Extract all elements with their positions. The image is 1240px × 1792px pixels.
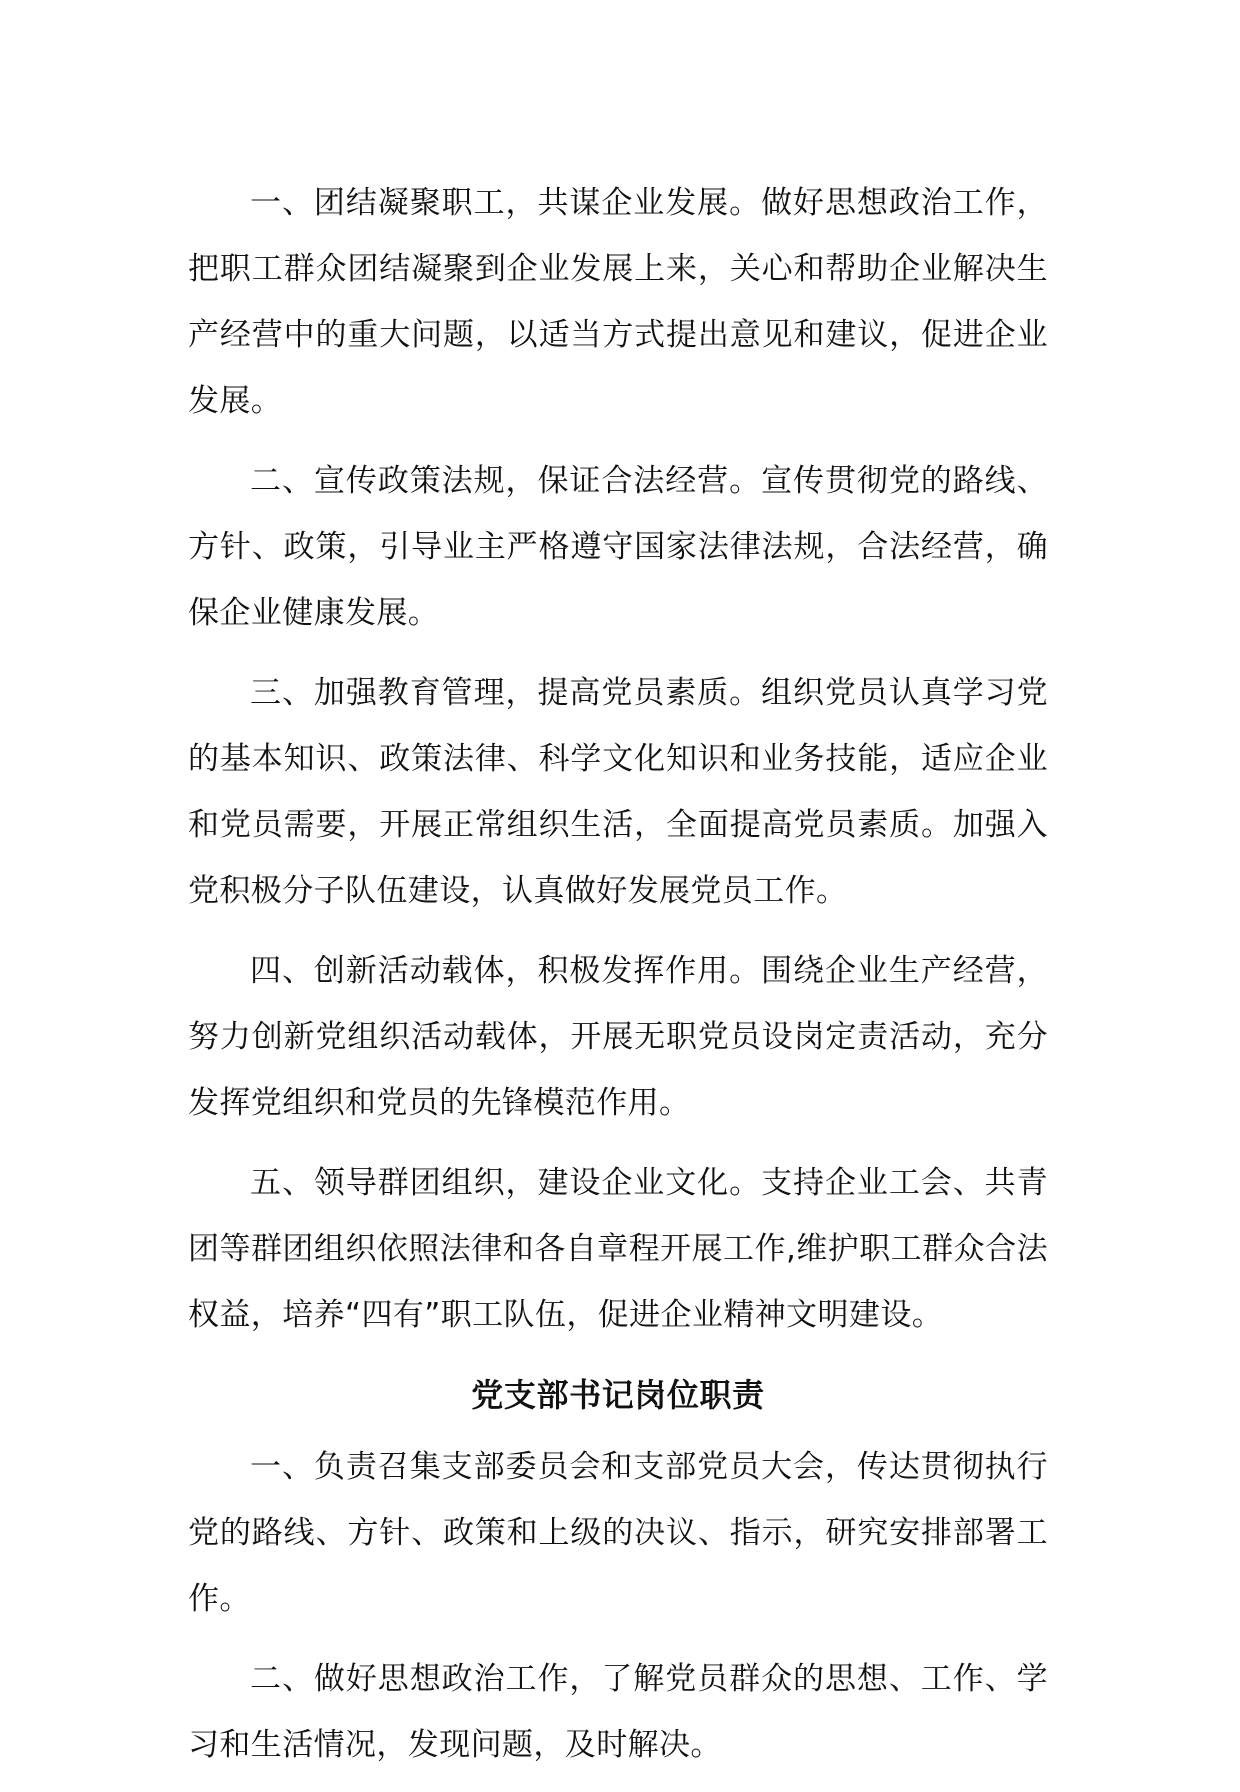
- paragraph-lead-mass-organizations: 五、领导群团组织，建设企业文化。支持企业工会、共青团等群团组织依照法律和各自章程开展工作,维护职工群众合法权益，培养“四有”职工队伍，促进企业精神文明建设。: [188, 1165, 1048, 1333]
- section-title: 党支部书记岗位职责: [471, 1376, 765, 1414]
- document-body: [188, 170, 1048, 1792]
- paragraph-innovate-activities: 四、创新活动载体，积极发挥作用。围绕企业生产经营，努力创新党组织活动载体，开展无职党员设岗定责活动，充分发挥党组织和党员的先锋模范作用。: [188, 953, 1048, 1121]
- paragraph-convene-meetings: 一、负责召集支部委员会和支部党员大会，传达贯彻执行党的路线、方针、政策和上级的决议、指示，研究安排部署工作。: [188, 1449, 1048, 1617]
- paragraph-unite-workers: 一、团结凝聚职工，共谋企业发展。做好思想政治工作，把职工群众团结凝聚到企业发展上来，关心和帮助企业解决生产经营中的重大问题，以适当方式提出意见和建议，促进企业发展。: [188, 185, 1048, 419]
- paragraph-ideological-work: 二、做好思想政治工作，了解党员群众的思想、工作、学习和生活情况，发现问题，及时解决。: [188, 1661, 1048, 1763]
- paragraph-education-management: 三、加强教育管理，提高党员素质。组织党员认真学习党的基本知识、政策法律、科学文化知识和业务技能，适应企业和党员需要，开展正常组织生活，全面提高党员素质。加强入党积极分子队伍建设，认真做好发展党员工作。: [188, 675, 1048, 909]
- paragraph-policy-publicity: 二、宣传政策法规，保证合法经营。宣传贯彻党的路线、方针、政策，引导业主严格遵守国家法律法规，合法经营，确保企业健康发展。: [188, 463, 1048, 631]
